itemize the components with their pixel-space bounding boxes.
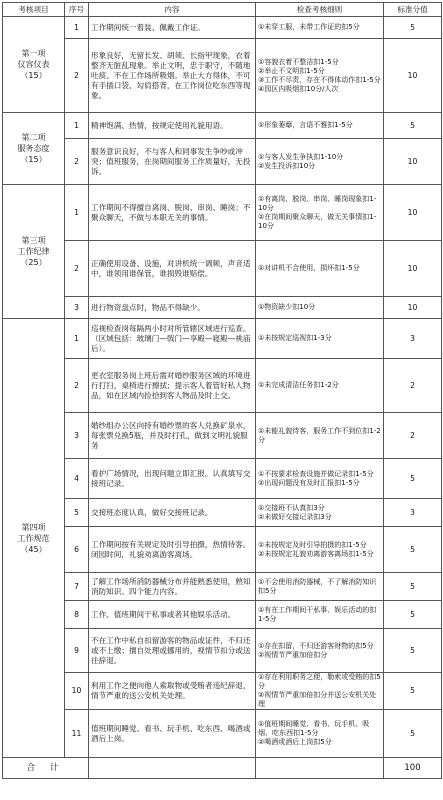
rule-line: ①未按规定巡视扣1-3分 — [258, 334, 332, 342]
rule-line: ①值班期间睡觉、看书、玩手机、吸烟、吃东西扣1-5分 — [258, 720, 370, 737]
category-line: 第二项 — [21, 133, 46, 142]
category-line: （15） — [20, 155, 47, 164]
rule-line: ①形象萎靡，言语不雅扣1-5分 — [258, 121, 353, 129]
table-row — [3, 185, 442, 241]
item-number: 2 — [65, 39, 89, 113]
item-rules — [256, 413, 384, 459]
content-line: 服务意识良好，不与客人和同事发生争吵或冲突；值班服务，在岗期间服务工作质量好，无投诉。 — [91, 146, 251, 176]
category-line: 仪容仪表 — [17, 60, 50, 69]
total-row — [3, 758, 442, 779]
item-number: 3 — [65, 297, 89, 319]
table-row — [3, 17, 442, 39]
table-row — [3, 459, 442, 499]
item-score: 2 — [384, 359, 442, 413]
item-number: 2 — [65, 139, 89, 185]
item-content — [89, 710, 256, 758]
header-rules: 检查考核细则 — [256, 3, 384, 17]
item-score: 5 — [384, 113, 442, 139]
item-number: 2 — [65, 359, 89, 413]
item-rules — [256, 319, 384, 359]
item-score: 10 — [384, 139, 442, 185]
table-header-row — [3, 3, 442, 17]
category-cell — [3, 113, 65, 185]
item-content — [89, 17, 256, 39]
content-line: 交接班态度认真，做好交接班记录。 — [91, 507, 213, 517]
item-score: 5 — [384, 673, 442, 710]
table-row — [3, 601, 442, 629]
item-rules — [256, 601, 384, 629]
table-row — [3, 499, 442, 527]
category-cell — [3, 319, 65, 758]
item-content — [89, 113, 256, 139]
item-content — [89, 527, 256, 573]
header-category: 考核项目 — [3, 3, 65, 17]
rule-line: ②未按规定礼貌劝离游客离场扣1-5分 — [258, 549, 374, 558]
rule-line: ①存在利用职务之便，勒索或受贿的扣5分 — [258, 673, 381, 690]
table-row — [3, 710, 442, 758]
item-score: 10 — [384, 39, 442, 113]
item-score: 3 — [384, 319, 442, 359]
content-line: 婚纱组办公区向持有婚纱票的客人兑换矿泉水，每张票兑换5瓶，并及时打孔，做到文明礼貌服务 — [91, 420, 251, 450]
rule-line: ②喝酒或酒后上岗扣5分 — [258, 738, 332, 746]
item-score: 10 — [384, 297, 442, 319]
item-rules — [256, 527, 384, 573]
rule-line: ①物资缺少扣10分 — [258, 303, 316, 311]
rule-line: ②视情节严重加倍扣分 — [258, 650, 328, 659]
item-score: 5 — [384, 573, 442, 601]
item-number: 8 — [65, 601, 89, 629]
rule-line: ①未完成清洁任务扣1-2分 — [258, 381, 339, 389]
content-line: 形象良好，无留长发、胡须、长指甲现象，衣着整齐无脏乱现象。举止文明，忠于职守，不随地吐痰、不在工作场所吸烟。举止大方得体，不可有手插口袋、勾肩搭背，在工作岗位吃东西等现象。 — [91, 50, 251, 100]
item-score: 5 — [384, 527, 442, 573]
content-line: 工作期间按有关规定及时引导拍摄，热情待客。闭园时间，礼貌劝离游客离场。 — [91, 539, 251, 559]
item-content — [89, 673, 256, 710]
item-rules — [256, 459, 384, 499]
content-line: 工作期间不得擅自离岗、脱岗、串岗、睡岗；不聚众聊天，不做与本职无关的事情。 — [91, 202, 251, 222]
table-row — [3, 673, 442, 710]
content-line: 值班期间睡觉、看书、玩手机、吃东西、喝酒或酒后上岗。 — [91, 723, 251, 743]
category-cell — [3, 17, 65, 113]
item-rules — [256, 241, 384, 297]
item-score: 2 — [384, 413, 442, 459]
item-content — [89, 359, 256, 413]
item-rules — [256, 573, 384, 601]
item-rules — [256, 710, 384, 758]
item-number: 2 — [65, 241, 89, 297]
item-number: 10 — [65, 673, 89, 710]
table-row — [3, 413, 442, 459]
header-number: 序号 — [65, 3, 89, 17]
content-line: 进行物资盘点时，物品不得缺少。 — [91, 302, 205, 312]
item-score: 5 — [384, 601, 442, 629]
item-content — [89, 573, 256, 601]
item-rules — [256, 673, 384, 710]
category-line: 服务态度 — [17, 144, 50, 153]
rule-line: ①容貌衣着不整洁扣1-5分 — [258, 57, 339, 66]
item-score: 5 — [384, 629, 442, 673]
total-score: 100 — [384, 758, 442, 779]
rule-line: ①存在扣留，不归还游客财物的扣5分 — [258, 641, 374, 650]
rule-line: ①未按规定及时引导拍摄的扣1-5分 — [258, 540, 367, 549]
rule-line: ①不按要求检查设施并做记录扣1-5分 — [258, 469, 374, 478]
item-rules — [256, 185, 384, 241]
category-line: 工作规范 — [17, 533, 50, 543]
rule-line: ②未做好交接记录扣3分 — [258, 512, 332, 521]
category-line: 第三项 — [21, 236, 46, 245]
category-line: 第四项 — [21, 522, 46, 532]
content-line: 正确使用设备、设施，对讲机统一调频，声音适中，谁领用谁保管，谁损毁谁赔偿。 — [91, 258, 251, 278]
item-score: 5 — [384, 459, 442, 499]
item-rules — [256, 17, 384, 39]
item-number: 5 — [65, 499, 89, 527]
item-content — [89, 139, 256, 185]
rule-line: ①未穿工服，未带工作证的扣5分 — [258, 23, 360, 31]
item-number: 6 — [65, 527, 89, 573]
item-rules — [256, 297, 384, 319]
assessment-sheet — [2, 2, 441, 798]
header-score: 标准分值 — [384, 3, 442, 17]
item-rules — [256, 139, 384, 185]
content-line: 工作期间统一着装、佩戴工作证。 — [91, 22, 205, 32]
rule-line: ②举止不文明扣1-5分 — [258, 66, 325, 75]
table-row — [3, 527, 442, 573]
rule-line: ①有在工作期间干私事、娱乐活动的扣1-5分 — [258, 605, 377, 623]
table-row — [3, 629, 442, 673]
rule-line: ②出现问题没有及时汇报扣1-5分 — [258, 478, 360, 487]
category-line: 工作纪律 — [17, 247, 50, 256]
content-line: 巡视检查岗每隔两小时对所管辖区域进行巡查。（区域包括：玻璃门—戟门—享殿—寝殿—祧庙后）。 — [91, 323, 251, 353]
rule-line: ①交接班不认真扣3分 — [258, 503, 325, 512]
item-number: 1 — [65, 17, 89, 39]
item-rules — [256, 499, 384, 527]
item-number: 3 — [65, 413, 89, 459]
content-line: 看护广场情况，出现问题立即汇报。认真填写交接班记录。 — [91, 468, 251, 488]
item-content — [89, 601, 256, 629]
item-score: 5 — [384, 710, 442, 758]
item-content — [89, 413, 256, 459]
table-row — [3, 573, 442, 601]
item-number: 4 — [65, 459, 89, 499]
item-content — [89, 319, 256, 359]
item-content — [89, 241, 256, 297]
category-line: 第一项 — [21, 49, 46, 58]
table-row — [3, 139, 442, 185]
category-cell — [3, 185, 65, 319]
rule-line: ①有离岗、脱岗、串岗、睡岗现象扣1-10分 — [258, 194, 377, 212]
rule-line: ④园区内吸烟扣10分/人次 — [258, 84, 339, 93]
table-row — [3, 241, 442, 297]
item-content — [89, 297, 256, 319]
item-rules — [256, 113, 384, 139]
table-row — [3, 319, 442, 359]
item-rules — [256, 359, 384, 413]
rule-line: ①与客人发生争执扣1-10分 — [258, 152, 344, 161]
item-number: 11 — [65, 710, 89, 758]
table-row — [3, 297, 442, 319]
rule-line: ③工作不尽责，存在不得体动作扣1-5分 — [258, 75, 381, 84]
content-line: 精神饱满、热情，按规定使用礼貌用语。 — [91, 120, 228, 130]
total-label: 合 计 — [3, 758, 89, 779]
rule-line: ②发生投诉扣10分 — [258, 161, 316, 170]
item-content — [89, 499, 256, 527]
item-score: 3 — [384, 499, 442, 527]
assessment-table — [2, 2, 442, 779]
table-row — [3, 39, 442, 113]
category-line: （15） — [20, 71, 47, 80]
item-number: 1 — [65, 319, 89, 359]
total-empty-cell — [89, 758, 256, 779]
header-content: 内容 — [89, 3, 256, 17]
content-line: 不在工作中私自扣留游客的物品或证件，不归还或不上缴；擅自处理或挪用的，视情节扣分或送往辞退。 — [91, 635, 251, 665]
rule-line: ①未能礼貌待客，服务工作不到位扣1-2分 — [258, 426, 381, 444]
item-score: 10 — [384, 185, 442, 241]
content-line: 更衣室服务岗上班后需对婚纱服务区域的环境进行打扫，桌椅进行擦拭；提示客人着管好私人物品，如在区域内捡拾到客人物品及时上交。 — [91, 370, 251, 400]
content-line: 工作、值班期间干私事或者其他娱乐活动。 — [91, 609, 236, 619]
category-line: （45） — [20, 544, 47, 554]
item-score: 10 — [384, 241, 442, 297]
table-row — [3, 359, 442, 413]
rule-line: ①不会使用消防器械，不了解消防知识扣5分 — [258, 577, 377, 595]
content-line: 利用工作之便向他人索取物或受贿者违纪辞退，情节严重的送公安机关处理。 — [91, 681, 251, 700]
item-number: 7 — [65, 573, 89, 601]
category-line: （25） — [20, 258, 47, 267]
item-content — [89, 459, 256, 499]
item-score: 5 — [384, 17, 442, 39]
item-content — [89, 185, 256, 241]
table-row — [3, 113, 442, 139]
total-empty-cell — [256, 758, 384, 779]
rule-line: ②在岗期间聚众聊天，做无关事情扣1-10分 — [258, 212, 377, 230]
item-rules — [256, 39, 384, 113]
item-number: 9 — [65, 629, 89, 673]
item-content — [89, 629, 256, 673]
item-rules — [256, 629, 384, 673]
item-number: 1 — [65, 113, 89, 139]
rule-line: ①对讲机不合使用，损坏扣1-5分 — [258, 264, 360, 272]
content-line: 了解工作场所消防器械分布并能熟悉使用，熟知消防知识、四个能力内容。 — [91, 576, 251, 596]
table-body — [3, 17, 442, 758]
rule-line: ②视情节严重加倍扣分并送公安机关处理 — [258, 691, 377, 708]
item-number: 1 — [65, 185, 89, 241]
item-content — [89, 39, 256, 113]
